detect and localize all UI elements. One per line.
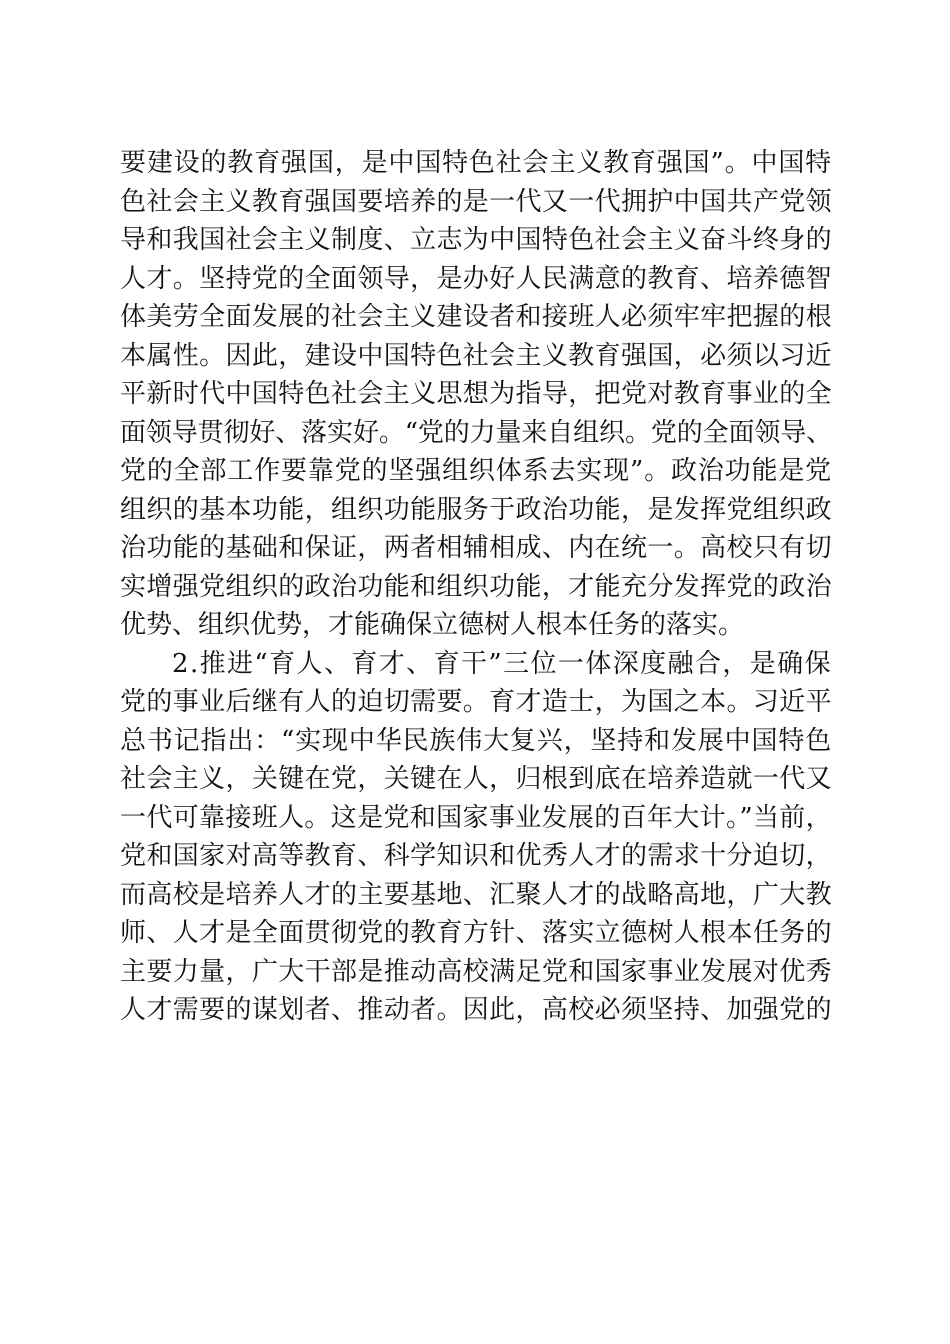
text-line: 色社会主义教育强国要培养的是一代又一代拥护中国共产党领 bbox=[120, 187, 832, 217]
text-line: 治功能的基础和保证，两者相辅相成、内在统一。高校只有切 bbox=[120, 533, 832, 563]
text-line: 主要力量，广大干部是推动高校满足党和国家事业发展对优秀 bbox=[120, 957, 832, 987]
text-line: 要建设的教育强国，是中国特色社会主义教育强国”。中国特 bbox=[120, 148, 832, 178]
text-line: 师、人才是全面贯彻党的教育方针、落实立德树人根本任务的 bbox=[120, 918, 832, 948]
text-line: 实增强党组织的政治功能和组织功能，才能充分发挥党的政治 bbox=[120, 572, 832, 602]
text-line: 人才。坚持党的全面领导，是办好人民满意的教育、培养德智 bbox=[120, 264, 832, 294]
text-line: 党和国家对高等教育、科学知识和优秀人才的需求十分迫切， bbox=[120, 841, 832, 871]
text-line: 人才需要的谋划者、推动者。因此，高校必须坚持、加强党的 bbox=[120, 995, 832, 1025]
text-line: 而高校是培养人才的主要基地、汇聚人才的战略高地，广大教 bbox=[120, 880, 832, 910]
text-line: 2.推进“育人、育才、育干”三位一体深度融合，是确保 bbox=[172, 649, 832, 679]
text-line: 面领导贯彻好、落实好。“党的力量来自组织。党的全面领导、 bbox=[120, 418, 832, 448]
text-line: 平新时代中国特色社会主义思想为指导，把党对教育事业的全 bbox=[120, 379, 832, 409]
text-line: 社会主义，关键在党，关键在人，归根到底在培养造就一代又 bbox=[120, 764, 832, 794]
text-line: 党的全部工作要靠党的坚强组织体系去实现”。政治功能是党 bbox=[120, 456, 832, 486]
text-line: 一代可靠接班人。这是党和国家事业发展的百年大计。”当前， bbox=[120, 803, 832, 833]
text-line: 优势、组织优势，才能确保立德树人根本任务的落实。 bbox=[120, 610, 745, 640]
text-line: 组织的基本功能，组织功能服务于政治功能，是发挥党组织政 bbox=[120, 495, 832, 525]
text-line: 本属性。因此，建设中国特色社会主义教育强国，必须以习近 bbox=[120, 341, 832, 371]
text-line: 导和我国社会主义制度、立志为中国特色社会主义奋斗终身的 bbox=[120, 225, 832, 255]
text-line: 体美劳全面发展的社会主义建设者和接班人必须牢牢把握的根 bbox=[120, 302, 832, 332]
text-line: 党的事业后继有人的迫切需要。育才造士，为国之本。习近平 bbox=[120, 687, 832, 717]
text-line: 总书记指出：“实现中华民族伟大复兴，坚持和发展中国特色 bbox=[120, 726, 832, 756]
